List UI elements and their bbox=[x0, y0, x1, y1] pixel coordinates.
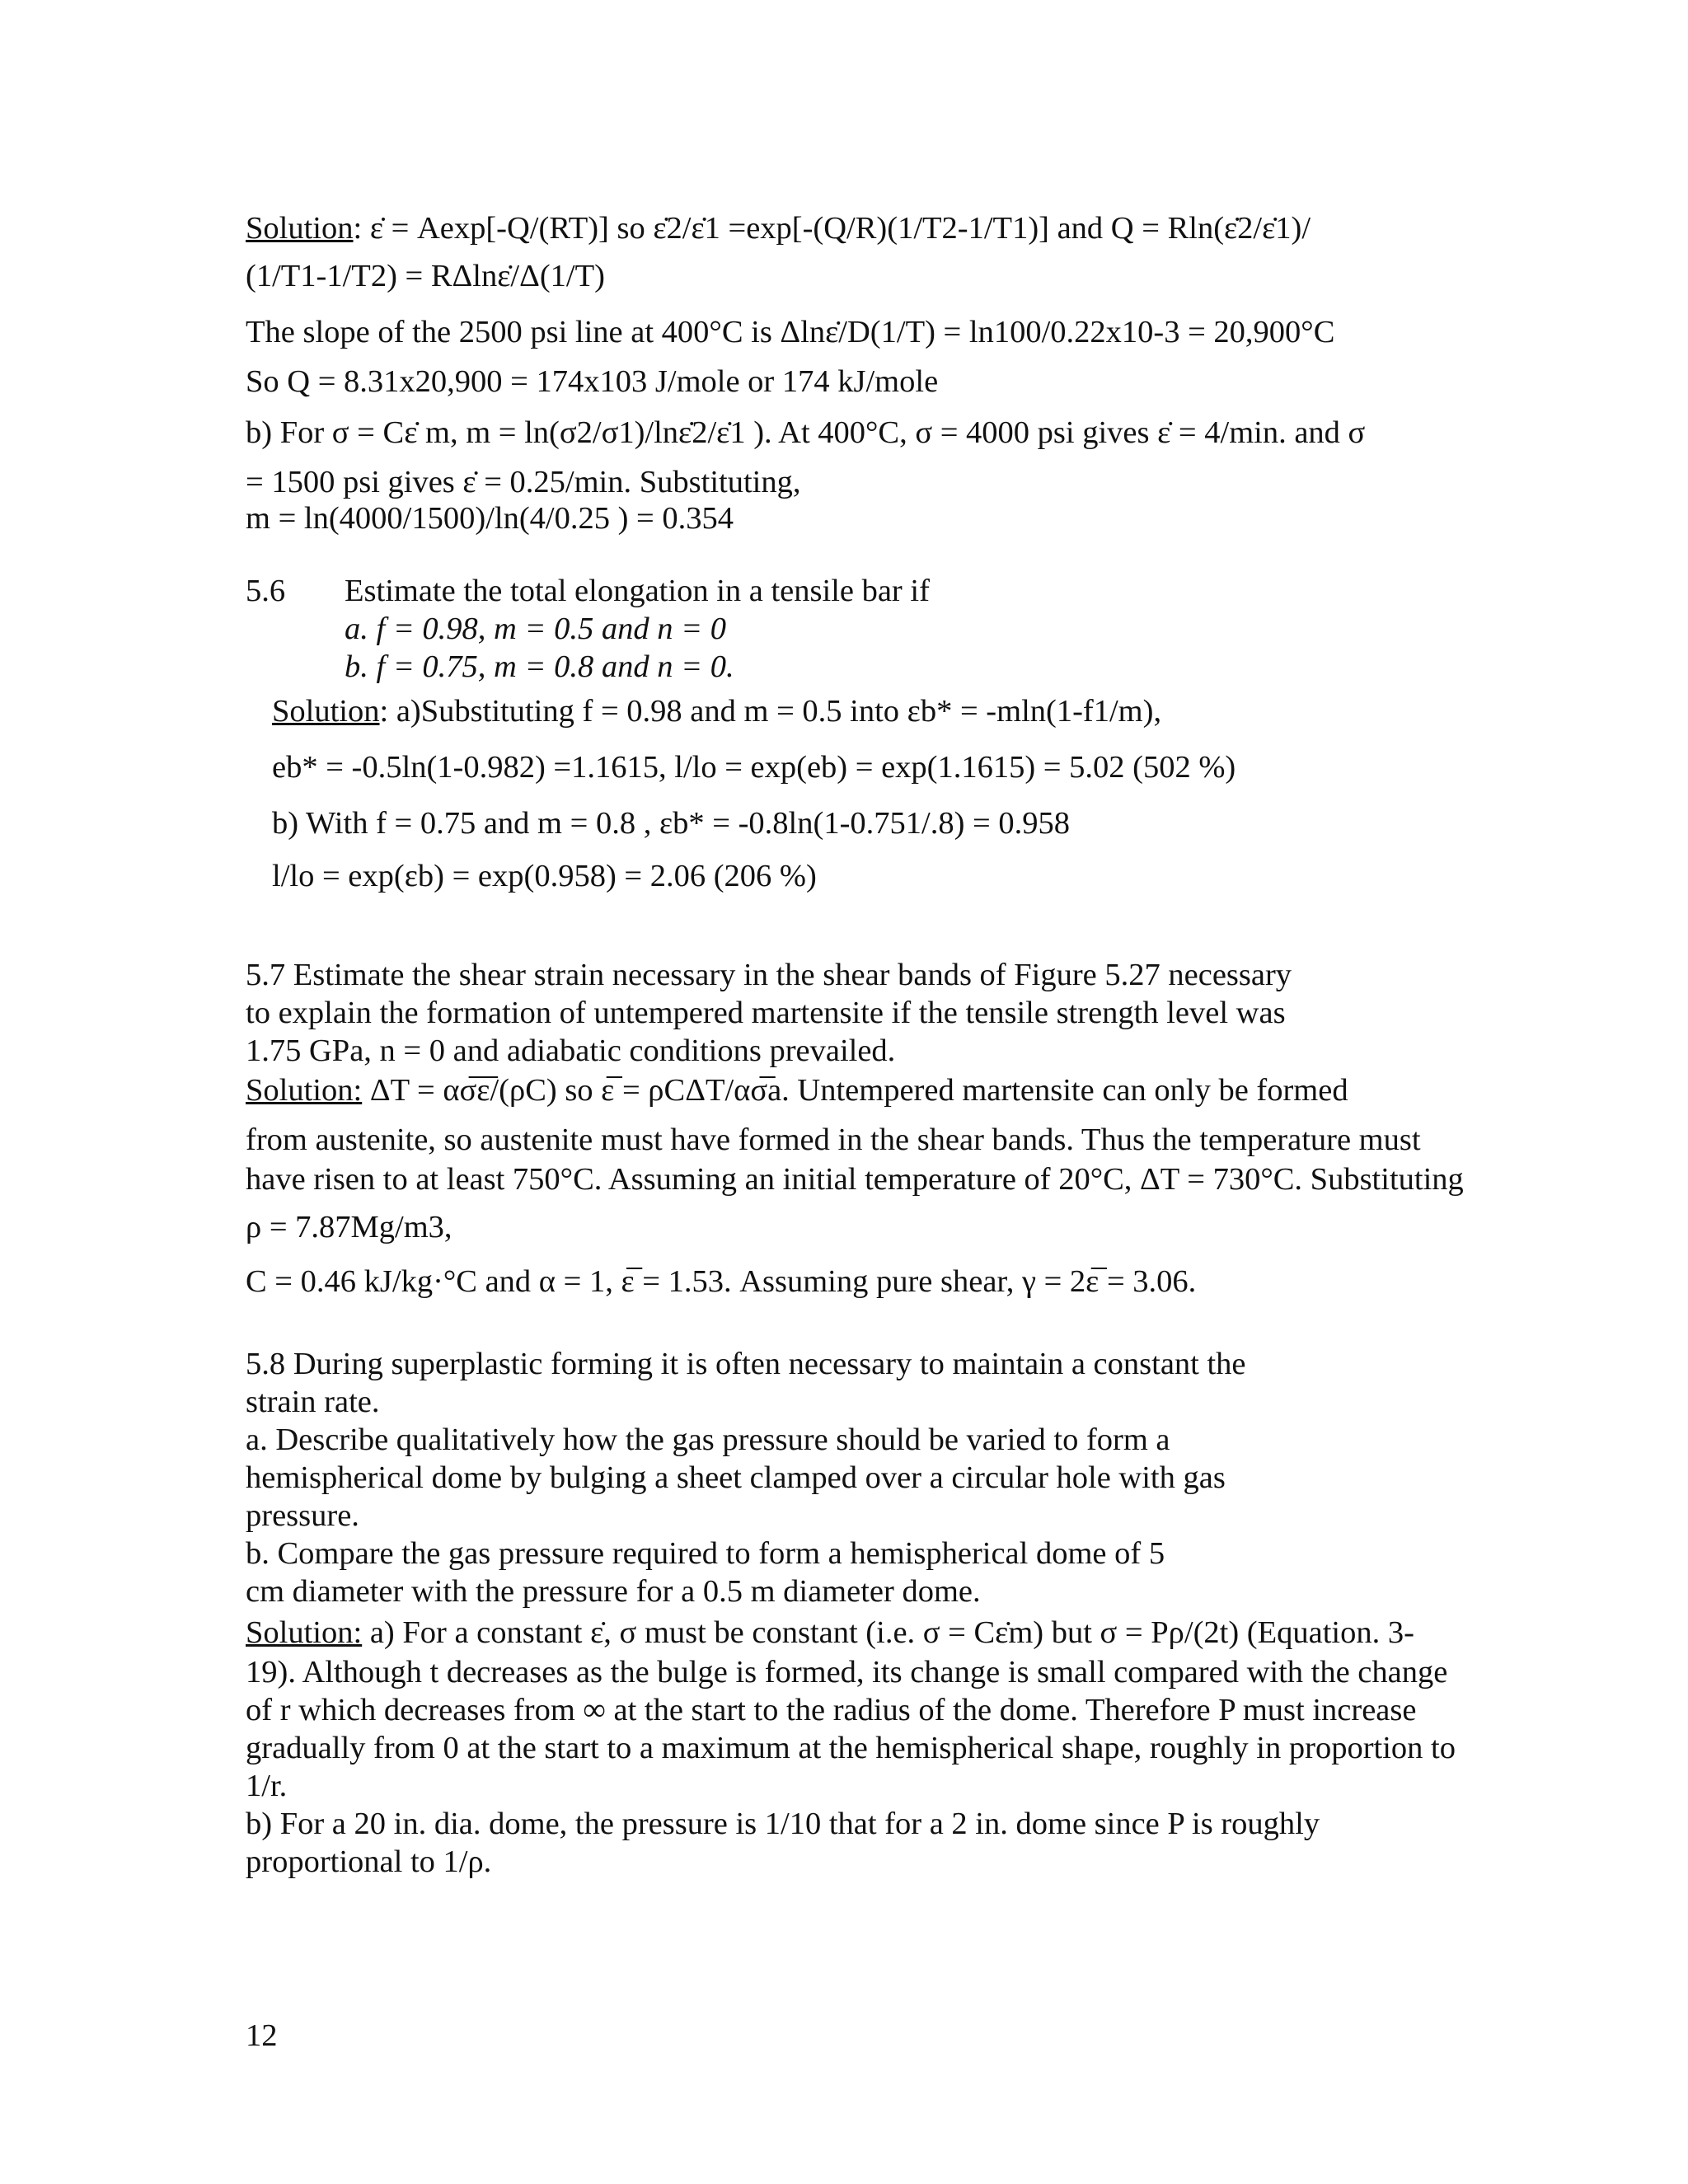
problem-5-6-solution-3: b) With f = 0.75 and m = 0.8 , εb* = -0.8ln(1-0.751/.8) = 0.958 bbox=[272, 806, 1070, 841]
problem-5-8-part-a-3: pressure. bbox=[246, 1498, 359, 1533]
page-number: 12 bbox=[246, 2018, 278, 2053]
problem-5-8-solution-3: of r which decreases from ∞ at the start to the radius of the dome. Therefore P must increase bbox=[246, 1693, 1417, 1727]
solution-a-line-5: b) For σ = Cε̇ m, m = ln(σ2/σ1)/lnε̇2/ε̇1 ). At 400°C, σ = 4000 psi gives ε̇ = 4/min. and σ bbox=[246, 415, 1366, 450]
problem-5-7-solution-5: C = 0.46 kJ/kg·°C and α = 1, ε̅ = 1.53. Assuming pure shear, γ = 2ε̅ = 3.06. bbox=[246, 1264, 1197, 1299]
problem-5-7-solution-2: from austenite, so austenite must have formed in the shear bands. Thus the temperature must bbox=[246, 1122, 1421, 1157]
problem-5-8-part-a-1: a. Describe qualitatively how the gas pressure should be varied to form a bbox=[246, 1422, 1170, 1457]
problem-5-8-solution-2: 19). Although t decreases as the bulge is formed, its change is small compared with the change bbox=[246, 1655, 1448, 1690]
solution-a-line-2: (1/T1-1/T2) = RΔlnε̇/Δ(1/T) bbox=[246, 259, 605, 293]
problem-5-8-part-b-2: cm diameter with the pressure for a 0.5 m diameter dome. bbox=[246, 1574, 981, 1609]
problem-5-8-part-b-1: b. Compare the gas pressure required to form a hemispherical dome of 5 bbox=[246, 1536, 1165, 1571]
problem-5-8-solution-7: proportional to 1/ρ. bbox=[246, 1844, 492, 1879]
solution-a-line-4: So Q = 8.31x20,900 = 174x103 J/mole or 174 kJ/mole bbox=[246, 364, 939, 399]
problem-5-6-solution-4: l/lo = exp(εb) = exp(0.958) = 2.06 (206 %) bbox=[272, 859, 817, 893]
problem-5-7-line-1: 5.7 Estimate the shear strain necessary in the shear bands of Figure 5.27 necessary bbox=[246, 958, 1292, 992]
problem-5-8-solution-5: 1/r. bbox=[246, 1769, 288, 1803]
problem-5-6-number: 5.6 bbox=[246, 574, 286, 608]
problem-5-7-line-3: 1.75 GPa, n = 0 and adiabatic conditions prevailed. bbox=[246, 1033, 896, 1068]
problem-5-7-solution-4: ρ = 7.87Mg/m3, bbox=[246, 1210, 452, 1244]
solution-a-line-7: m = ln(4000/1500)/ln(4/0.25 ) = 0.354 bbox=[246, 501, 734, 536]
solution-label: Solution bbox=[246, 211, 354, 246]
problem-5-6-part-b: b. f = 0.75, m = 0.8 and n = 0. bbox=[345, 649, 734, 684]
solution-a-line-3: The slope of the 2500 psi line at 400°C is Δlnε̇/D(1/T) = ln100/0.22x10-3 = 20,900°C bbox=[246, 315, 1335, 349]
problem-5-8-solution-4: gradually from 0 at the start to a maximum at the hemispherical shape, roughly in proportion to bbox=[246, 1731, 1456, 1765]
problem-5-7-line-2: to explain the formation of untempered martensite if the tensile strength level was bbox=[246, 996, 1286, 1030]
solution-a-line-6: = 1500 psi gives ε̇ = 0.25/min. Substituting, bbox=[246, 465, 801, 499]
problem-5-8-solution-1: Solution: a) For a constant ε̇, σ must be constant (i.e. σ = Cε̇m) but σ = Pρ/(2t) (Equation. 3- bbox=[246, 1615, 1414, 1650]
solution-a-line-1: Solution: ε̇ = Aexp[-Q/(RT)] so ε̇2/ε̇1 =exp[-(Q/R)(1/T2-1/T1)] and Q = Rln(ε̇2/ε̇1)/ bbox=[246, 211, 1311, 246]
problem-5-8-solution-6: b) For a 20 in. dia. dome, the pressure is 1/10 that for a 2 in. dome since P is roughly bbox=[246, 1807, 1320, 1841]
problem-5-8-line-1: 5.8 During superplastic forming it is often necessary to maintain a constant the bbox=[246, 1347, 1246, 1381]
problem-5-8-part-a-2: hemispherical dome by bulging a sheet clamped over a circular hole with gas bbox=[246, 1460, 1226, 1495]
problem-5-6-question: Estimate the total elongation in a tensile bar if bbox=[345, 574, 930, 608]
problem-5-6-solution-2: eb* = -0.5ln(1-0.982) =1.1615, l/lo = exp(eb) = exp(1.1615) = 5.02 (502 %) bbox=[272, 750, 1236, 785]
problem-5-7-solution-3: have risen to at least 750°C. Assuming an initial temperature of 20°C, ΔT = 730°C. Substituting bbox=[246, 1162, 1464, 1197]
problem-5-6-part-a: a. f = 0.98, m = 0.5 and n = 0 bbox=[345, 612, 726, 646]
problem-5-6-solution-1: Solution: a)Substituting f = 0.98 and m = 0.5 into εb* = -mln(1-f1/m), bbox=[272, 694, 1162, 729]
problem-5-7-solution-1: Solution: ΔT = ασ̅ε̅/(ρC) so ε̅ = ρCΔT/ασ̅a. Untempered martensite can only be formed bbox=[246, 1073, 1348, 1108]
problem-5-8-line-2: strain rate. bbox=[246, 1385, 380, 1419]
